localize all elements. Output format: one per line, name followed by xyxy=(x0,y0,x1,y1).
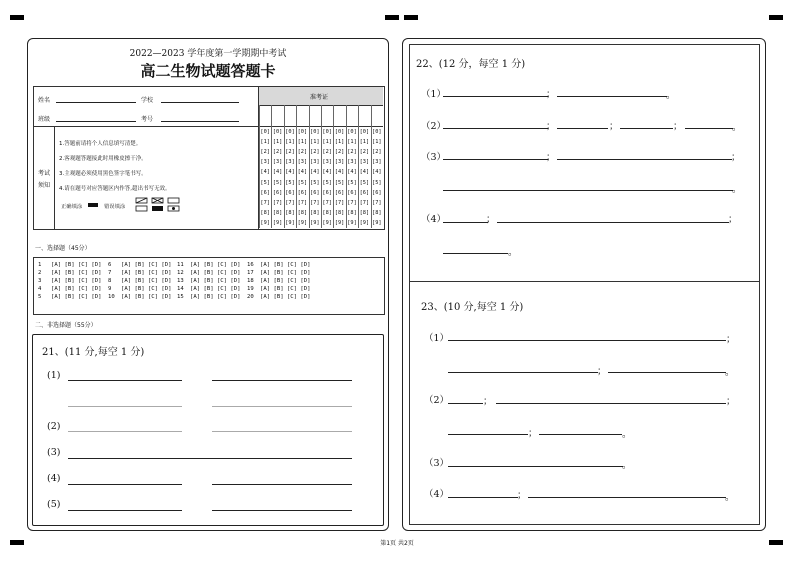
section1-title: 一、选择题（45分） xyxy=(35,245,91,252)
q22-sep: ； xyxy=(609,121,619,132)
admission-bubble[interactable]: [8] xyxy=(272,209,283,216)
admission-bubble[interactable]: [4] xyxy=(372,169,382,176)
note-item: 2.客观题答题接此时用橡皮擦干净。 xyxy=(59,156,147,162)
choice-options[interactable]: [A] [B] [C] [D] xyxy=(51,286,102,292)
q21-blank[interactable] xyxy=(212,380,352,381)
admission-bubble[interactable]: [9] xyxy=(310,219,320,226)
admission-bubble[interactable]: [8] xyxy=(347,209,357,216)
wrong-fill-label: 错误填涂 xyxy=(104,204,126,210)
choice-number: 19 xyxy=(247,286,254,292)
admission-bubble[interactable]: [5] xyxy=(372,179,382,186)
admission-bubble[interactable]: [9] xyxy=(260,219,270,226)
q22-blank[interactable] xyxy=(557,96,667,97)
choice-number: 15 xyxy=(177,294,184,300)
name-field[interactable] xyxy=(56,102,136,103)
q23-blank[interactable] xyxy=(448,497,518,498)
q23-sep: ； xyxy=(483,396,493,407)
q23-blank[interactable] xyxy=(448,403,483,404)
admission-bubble[interactable]: [0] xyxy=(260,129,270,135)
registration-mark xyxy=(769,15,783,20)
q23-label: （4） xyxy=(424,489,450,500)
q22-label: （1） xyxy=(421,89,447,100)
q21-blank[interactable] xyxy=(212,406,352,407)
choice-number: 3 xyxy=(38,278,42,284)
q21-blank[interactable] xyxy=(212,510,352,511)
choice-options[interactable]: [A] [B] [C] [D] xyxy=(190,262,241,268)
admission-bubble[interactable]: [9] xyxy=(322,219,332,226)
q22-q23-divider xyxy=(409,281,759,282)
q23-sep: ； xyxy=(517,490,527,501)
card-title: 高二生物试题答题卡 xyxy=(140,62,276,80)
choice-options[interactable]: [A] [B] [C] [D] xyxy=(260,294,311,300)
choice-number: 5 xyxy=(38,294,42,300)
admission-bubble[interactable]: [9] xyxy=(285,219,295,226)
choice-number: 13 xyxy=(177,278,184,284)
admission-bubble[interactable]: [0] xyxy=(285,129,295,135)
admission-label: 准考证 xyxy=(310,94,329,101)
admission-bubble[interactable]: [2] xyxy=(359,149,370,156)
q21-blank[interactable] xyxy=(68,431,182,432)
admission-bubble[interactable]: [2] xyxy=(310,149,320,156)
q22-sep: ； xyxy=(546,152,556,163)
admission-bubble[interactable]: [2] xyxy=(260,149,270,156)
q22-sep: ； xyxy=(486,214,496,225)
admission-bubble[interactable]: [0] xyxy=(310,129,320,135)
admission-bubble[interactable]: [5] xyxy=(322,179,332,186)
exam-no-label: 考号 xyxy=(141,116,154,123)
admission-bubble[interactable]: [7] xyxy=(347,199,357,206)
name-label: 姓名 xyxy=(38,97,51,104)
q22-sep: ； xyxy=(546,121,556,132)
admission-bubble[interactable]: [6] xyxy=(372,189,382,196)
choice-options[interactable]: [A] [B] [C] [D] xyxy=(190,294,241,300)
choice-options[interactable]: [A] [B] [C] [D] xyxy=(51,278,102,284)
q22-blank[interactable] xyxy=(443,159,548,160)
admission-bubble[interactable]: [3] xyxy=(285,159,295,166)
admission-bubble[interactable]: [9] xyxy=(272,219,283,226)
admission-bubble[interactable]: [4] xyxy=(347,169,357,176)
admission-bubble[interactable]: [5] xyxy=(334,179,345,186)
notes-side-label: 须知 xyxy=(38,182,51,189)
admission-bubble[interactable]: [4] xyxy=(285,169,295,176)
choice-number: 7 xyxy=(108,270,112,276)
admission-bubble[interactable]: [0] xyxy=(297,129,308,135)
choice-number: 8 xyxy=(108,278,112,284)
registration-mark xyxy=(385,15,399,20)
admission-bubble[interactable]: [2] xyxy=(297,149,308,156)
admission-bubble[interactable]: [7] xyxy=(260,199,270,206)
choice-number: 6 xyxy=(108,262,112,268)
note-item: 1.答题前请将个人信息填写清楚。 xyxy=(59,141,142,147)
admission-bubble[interactable]: [3] xyxy=(322,159,332,166)
admission-bubble[interactable]: [1] xyxy=(347,139,357,146)
admission-bubble[interactable]: [1] xyxy=(359,139,370,146)
q23-label: （1） xyxy=(424,333,450,344)
note-item: 4.请在题号对应答题区内作答,超出书写无效。 xyxy=(59,186,171,192)
q22-blank[interactable] xyxy=(443,128,548,129)
admission-bubble[interactable]: [3] xyxy=(372,159,382,166)
choice-number: 1 xyxy=(38,262,42,268)
q23-title: 23、(10 分,每空 1 分) xyxy=(421,302,524,313)
q22-sep: ； xyxy=(546,89,556,100)
q21-blank[interactable] xyxy=(68,406,182,407)
q22-blank[interactable] xyxy=(443,190,733,191)
admission-bubble[interactable]: [1] xyxy=(322,139,332,146)
admission-bubble[interactable]: [6] xyxy=(272,189,283,196)
admission-bubble[interactable]: [0] xyxy=(359,129,370,135)
q23-blank[interactable] xyxy=(608,372,726,373)
registration-mark xyxy=(404,15,418,20)
admission-bubble[interactable]: [6] xyxy=(285,189,295,196)
admission-bubble[interactable]: [5] xyxy=(272,179,283,186)
page-number: 第1页 共2页 xyxy=(380,540,414,547)
admission-bubble[interactable]: [7] xyxy=(272,199,283,206)
exam-no-field[interactable] xyxy=(161,121,239,122)
q22-blank[interactable] xyxy=(557,128,608,129)
admission-bubble[interactable]: [5] xyxy=(347,179,357,186)
admission-bubble[interactable]: [9] xyxy=(297,219,308,226)
choice-options[interactable]: [A] [B] [C] [D] xyxy=(260,262,311,268)
admission-bubble[interactable]: [4] xyxy=(310,169,320,176)
choice-options[interactable]: [A] [B] [C] [D] xyxy=(190,286,241,292)
admission-bubble[interactable]: [6] xyxy=(359,189,370,196)
q21-panel xyxy=(32,334,384,526)
admission-bubble[interactable]: [5] xyxy=(359,179,370,186)
q22-end: 。 xyxy=(732,184,742,195)
q23-blank[interactable] xyxy=(448,466,623,467)
admission-bubble[interactable]: [8] xyxy=(372,209,382,216)
registration-mark xyxy=(10,15,24,20)
q23-sep: ； xyxy=(726,396,736,407)
admission-bubble[interactable]: [8] xyxy=(297,209,308,216)
choice-number: 11 xyxy=(177,262,184,268)
q22-end: 。 xyxy=(732,122,742,133)
q22-sep: ； xyxy=(728,214,738,225)
choice-options[interactable]: [A] [B] [C] [D] xyxy=(51,270,102,276)
admission-bubble[interactable]: [8] xyxy=(310,209,320,216)
admission-bubble[interactable]: [6] xyxy=(334,189,345,196)
admission-bubble[interactable]: [1] xyxy=(372,139,382,146)
admission-bubble[interactable]: [8] xyxy=(359,209,370,216)
notes-side-label: 考试 xyxy=(38,170,51,177)
choice-number: 9 xyxy=(108,286,112,292)
admission-bubble[interactable]: [1] xyxy=(310,139,320,146)
choice-options[interactable]: [A] [B] [C] [D] xyxy=(121,262,172,268)
q21-label: (4) xyxy=(47,473,61,484)
choice-number: 12 xyxy=(177,270,184,276)
admission-bubble[interactable]: [7] xyxy=(334,199,345,206)
admission-bubble[interactable]: [0] xyxy=(372,129,382,135)
admission-bubble[interactable]: [4] xyxy=(322,169,332,176)
section2-title: 二、非选择题（55分） xyxy=(35,322,97,329)
q23-sep: ； xyxy=(528,428,538,439)
admission-bubble[interactable]: [0] xyxy=(334,129,345,135)
note-item: 3.主观题必须使用黑色签字笔书写。 xyxy=(59,171,147,177)
q23-blank[interactable] xyxy=(496,403,726,404)
choice-options[interactable]: [A] [B] [C] [D] xyxy=(190,278,241,284)
admission-bubble[interactable]: [4] xyxy=(334,169,345,176)
q22-sep: ； xyxy=(673,121,683,132)
admission-bubble[interactable]: [1] xyxy=(285,139,295,146)
admission-bubble[interactable]: [2] xyxy=(347,149,357,156)
q23-blank[interactable] xyxy=(448,434,528,435)
q21-blank[interactable] xyxy=(68,510,182,511)
choice-number: 14 xyxy=(177,286,184,292)
admission-bubble[interactable]: [9] xyxy=(372,219,382,226)
choice-options[interactable]: [A] [B] [C] [D] xyxy=(190,270,241,276)
admission-bubble[interactable]: [8] xyxy=(334,209,345,216)
admission-bubble[interactable]: [4] xyxy=(359,169,370,176)
q23-sep: ； xyxy=(597,366,607,377)
admission-bubble[interactable]: [9] xyxy=(334,219,345,226)
admission-bubble[interactable]: [0] xyxy=(347,129,357,135)
q21-title: 21、(11 分,每空 1 分) xyxy=(42,347,145,358)
admission-bubble[interactable]: [1] xyxy=(297,139,308,146)
admission-bubble[interactable]: [1] xyxy=(260,139,270,146)
admission-bubble[interactable]: [7] xyxy=(322,199,332,206)
q23-label: （2） xyxy=(424,395,450,406)
choice-number: 16 xyxy=(247,262,254,268)
q23-blank[interactable] xyxy=(448,372,598,373)
q22-blank[interactable] xyxy=(443,253,508,254)
admission-bubble[interactable]: [3] xyxy=(310,159,320,166)
admission-bubble[interactable]: [2] xyxy=(272,149,283,156)
admission-bubble[interactable]: [6] xyxy=(297,189,308,196)
choice-number: 17 xyxy=(247,270,254,276)
admission-bubble[interactable]: [3] xyxy=(347,159,357,166)
correct-fill-label: 正确填涂 xyxy=(61,204,83,210)
admission-bubble[interactable]: [5] xyxy=(310,179,320,186)
choice-options[interactable]: [A] [B] [C] [D] xyxy=(121,286,172,292)
q22-blank[interactable] xyxy=(497,222,729,223)
choice-options[interactable]: [A] [B] [C] [D] xyxy=(51,294,102,300)
q22-end: 。 xyxy=(508,247,518,258)
admission-bubble[interactable]: [8] xyxy=(285,209,295,216)
q21-blank[interactable] xyxy=(68,484,182,485)
q22-blank[interactable] xyxy=(443,96,548,97)
admission-bubble[interactable]: [2] xyxy=(322,149,332,156)
class-label: 班级 xyxy=(38,116,51,123)
correct-fill-sample xyxy=(88,203,98,207)
choice-number: 20 xyxy=(247,294,254,300)
admission-bubble[interactable]: [6] xyxy=(310,189,320,196)
right-inner-frame xyxy=(409,44,760,525)
admission-bubble[interactable]: [5] xyxy=(297,179,308,186)
q23-end: 。 xyxy=(622,460,632,471)
q22-label: （4） xyxy=(421,214,447,225)
q21-label: (2) xyxy=(47,421,61,432)
q22-blank[interactable] xyxy=(620,128,673,129)
q23-blank[interactable] xyxy=(539,434,622,435)
q21-blank[interactable] xyxy=(68,380,182,381)
q22-blank[interactable] xyxy=(557,159,732,160)
admission-bubble[interactable]: [3] xyxy=(272,159,283,166)
admission-bubble[interactable]: [3] xyxy=(359,159,370,166)
choice-number: 18 xyxy=(247,278,254,284)
q21-blank[interactable] xyxy=(212,484,352,485)
class-field[interactable] xyxy=(56,121,136,122)
info-row-divider xyxy=(33,126,259,127)
admission-bubble[interactable]: [6] xyxy=(347,189,357,196)
admission-bubble[interactable]: [7] xyxy=(372,199,382,206)
q22-blank[interactable] xyxy=(443,222,488,223)
admission-bubble[interactable]: [3] xyxy=(334,159,345,166)
choice-options[interactable]: [A] [B] [C] [D] xyxy=(121,294,172,300)
admission-bubble[interactable]: [7] xyxy=(359,199,370,206)
admission-bubble[interactable]: [3] xyxy=(260,159,270,166)
admission-bubble[interactable]: [5] xyxy=(260,179,270,186)
admission-bubble[interactable]: [2] xyxy=(334,149,345,156)
admission-bubble[interactable]: [8] xyxy=(322,209,332,216)
admission-bubble[interactable]: [9] xyxy=(347,219,357,226)
q21-label: (1) xyxy=(47,370,61,381)
q23-label: （3） xyxy=(424,458,450,469)
q22-blank[interactable] xyxy=(685,128,733,129)
q22-title: 22、(12 分，每空 1 分) xyxy=(416,59,526,70)
choice-number: 2 xyxy=(38,270,42,276)
admission-bubble[interactable]: [7] xyxy=(285,199,295,206)
admission-bubble[interactable]: [6] xyxy=(260,189,270,196)
admission-bubble[interactable]: [9] xyxy=(359,219,370,226)
q21-label: (5) xyxy=(47,499,61,510)
school-label: 学校 xyxy=(141,97,154,104)
choice-options[interactable]: [A] [B] [C] [D] xyxy=(51,262,102,268)
q22-label: （2） xyxy=(421,121,447,132)
q21-blank[interactable] xyxy=(212,431,352,432)
notes-side-divider xyxy=(54,126,55,229)
q22-end: 。 xyxy=(666,90,676,101)
admission-bubble[interactable]: [8] xyxy=(260,209,270,216)
q21-label: (3) xyxy=(47,447,61,458)
admission-bubble[interactable]: [4] xyxy=(297,169,308,176)
q22-sep: ； xyxy=(731,152,741,163)
wrong-fill-samples xyxy=(135,197,183,213)
q23-blank[interactable] xyxy=(448,340,726,341)
admission-bubble[interactable]: [7] xyxy=(297,199,308,206)
choice-number: 10 xyxy=(108,294,115,300)
choice-number: 4 xyxy=(38,286,42,292)
choice-options[interactable]: [A] [B] [C] [D] xyxy=(260,286,311,292)
admission-bubble[interactable]: [5] xyxy=(285,179,295,186)
q23-sep: ； xyxy=(726,334,736,345)
choice-options[interactable]: [A] [B] [C] [D] xyxy=(260,270,311,276)
q23-end: 。 xyxy=(725,367,735,378)
admission-bubble[interactable]: [2] xyxy=(285,149,295,156)
choice-options[interactable]: [A] [B] [C] [D] xyxy=(260,278,311,284)
q23-blank[interactable] xyxy=(528,497,726,498)
choice-options[interactable]: [A] [B] [C] [D] xyxy=(121,270,172,276)
q21-blank[interactable] xyxy=(68,458,352,459)
admission-bubble[interactable]: [6] xyxy=(322,189,332,196)
q23-end: 。 xyxy=(622,429,632,440)
admission-bubble[interactable]: [3] xyxy=(297,159,308,166)
choice-options[interactable]: [A] [B] [C] [D] xyxy=(121,278,172,284)
admission-bubble[interactable]: [0] xyxy=(322,129,332,135)
admission-bubble[interactable]: [4] xyxy=(272,169,283,176)
term-title: 2022—2023 学年度第一学期期中考试 xyxy=(129,49,287,59)
q22-label: （3） xyxy=(421,152,447,163)
admission-bubble[interactable]: [2] xyxy=(372,149,382,156)
admission-bubble[interactable]: [1] xyxy=(272,139,283,146)
school-field[interactable] xyxy=(161,102,239,103)
admission-bubble[interactable]: [1] xyxy=(334,139,345,146)
admission-bubble[interactable]: [4] xyxy=(260,169,270,176)
admission-bubble[interactable]: [7] xyxy=(310,199,320,206)
q23-end: 。 xyxy=(725,492,735,503)
admission-bubble[interactable]: [0] xyxy=(272,129,283,135)
